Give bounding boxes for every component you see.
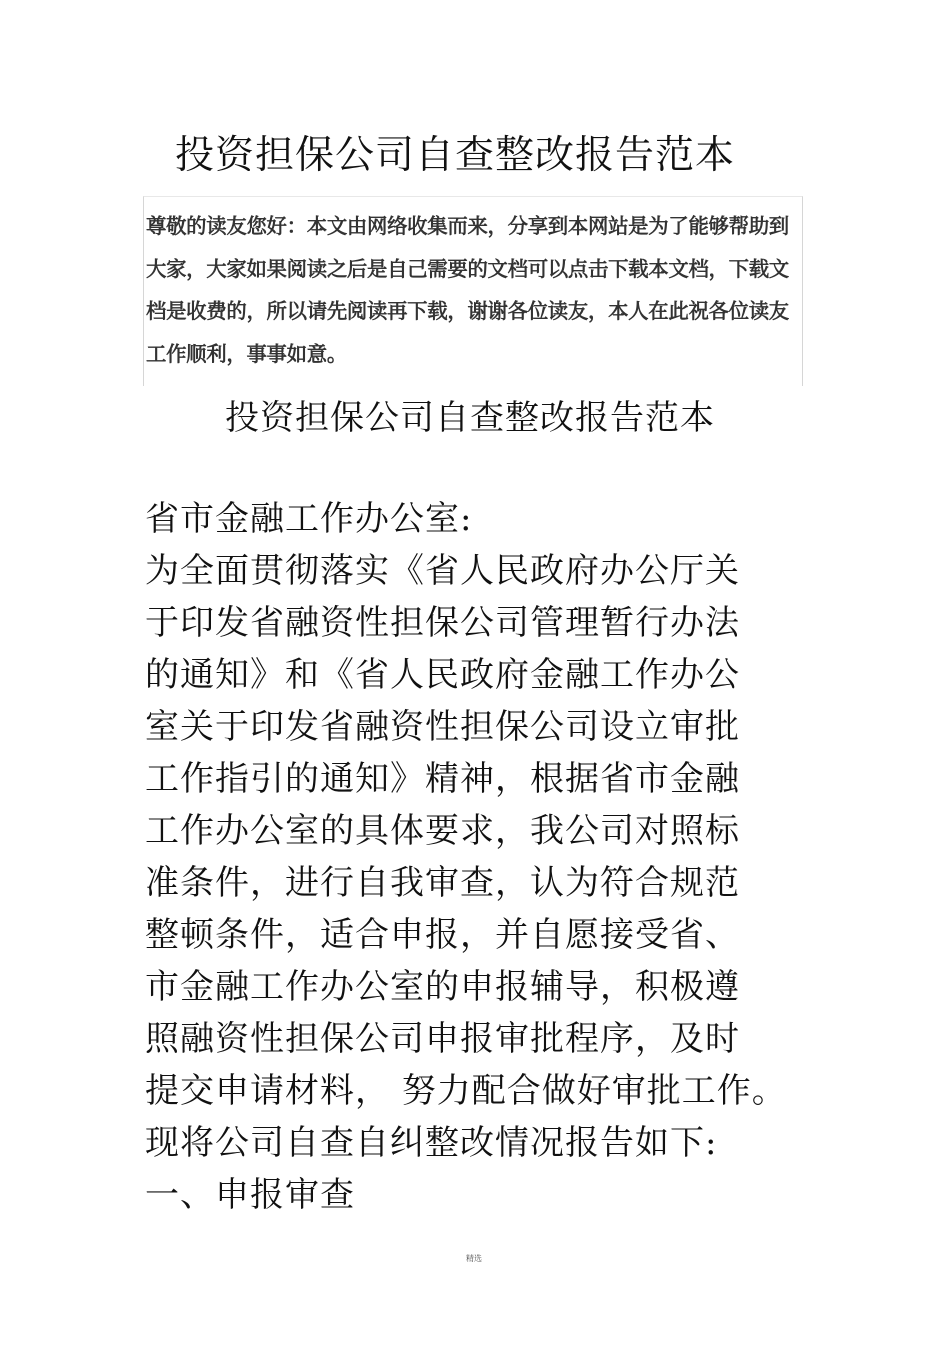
body-line: 于印发省融资性担保公司管理暂行办法	[145, 603, 740, 643]
body-line: 的通知》和《省人民政府金融工作办公	[145, 655, 740, 695]
body-line: 室关于印发省融资性担保公司设立审批	[145, 707, 740, 747]
body-line: 工作指引的通知》精神，根据省市金融	[145, 759, 740, 799]
body-line: 准条件，进行自我审查，认为符合规范	[145, 863, 740, 903]
body-line: 照融资性担保公司申报审批程序，及时	[145, 1019, 740, 1059]
body-line: 为全面贯彻落实《省人民政府办公厅关	[145, 551, 740, 591]
document-title: 投资担保公司自查整改报告范本	[174, 133, 735, 178]
page-footer-mark: 精选	[466, 1254, 482, 1263]
body-line: 现将公司自查自纠整改情况报告如下:	[145, 1123, 718, 1163]
reader-notice-box: 尊敬的读友您好：本文由网络收集而来，分享到本网站是为了能够帮助到大家，大家如果阅读之后是自己需要的文档可以点击下载本文档，下载文档是收费的，所以请先阅读再下载，谢谢各位读友，本人在此祝各位读友工作顺利，事事如意。	[143, 196, 803, 386]
body-line: 提交申请材料， 努力配合做好审批工作。	[145, 1071, 787, 1111]
body-line: 市金融工作办公室的申报辅导，积极遵	[145, 967, 740, 1007]
section-heading: 一、申报审查	[145, 1175, 355, 1215]
document-body	[145, 493, 805, 1221]
document-subtitle: 投资担保公司自查整改报告范本	[225, 398, 715, 438]
body-line-salutation: 省市金融工作办公室:	[145, 499, 473, 539]
body-line: 工作办公室的具体要求，我公司对照标	[145, 811, 740, 851]
body-line: 整顿条件，适合申报，并自愿接受省、	[145, 915, 740, 955]
